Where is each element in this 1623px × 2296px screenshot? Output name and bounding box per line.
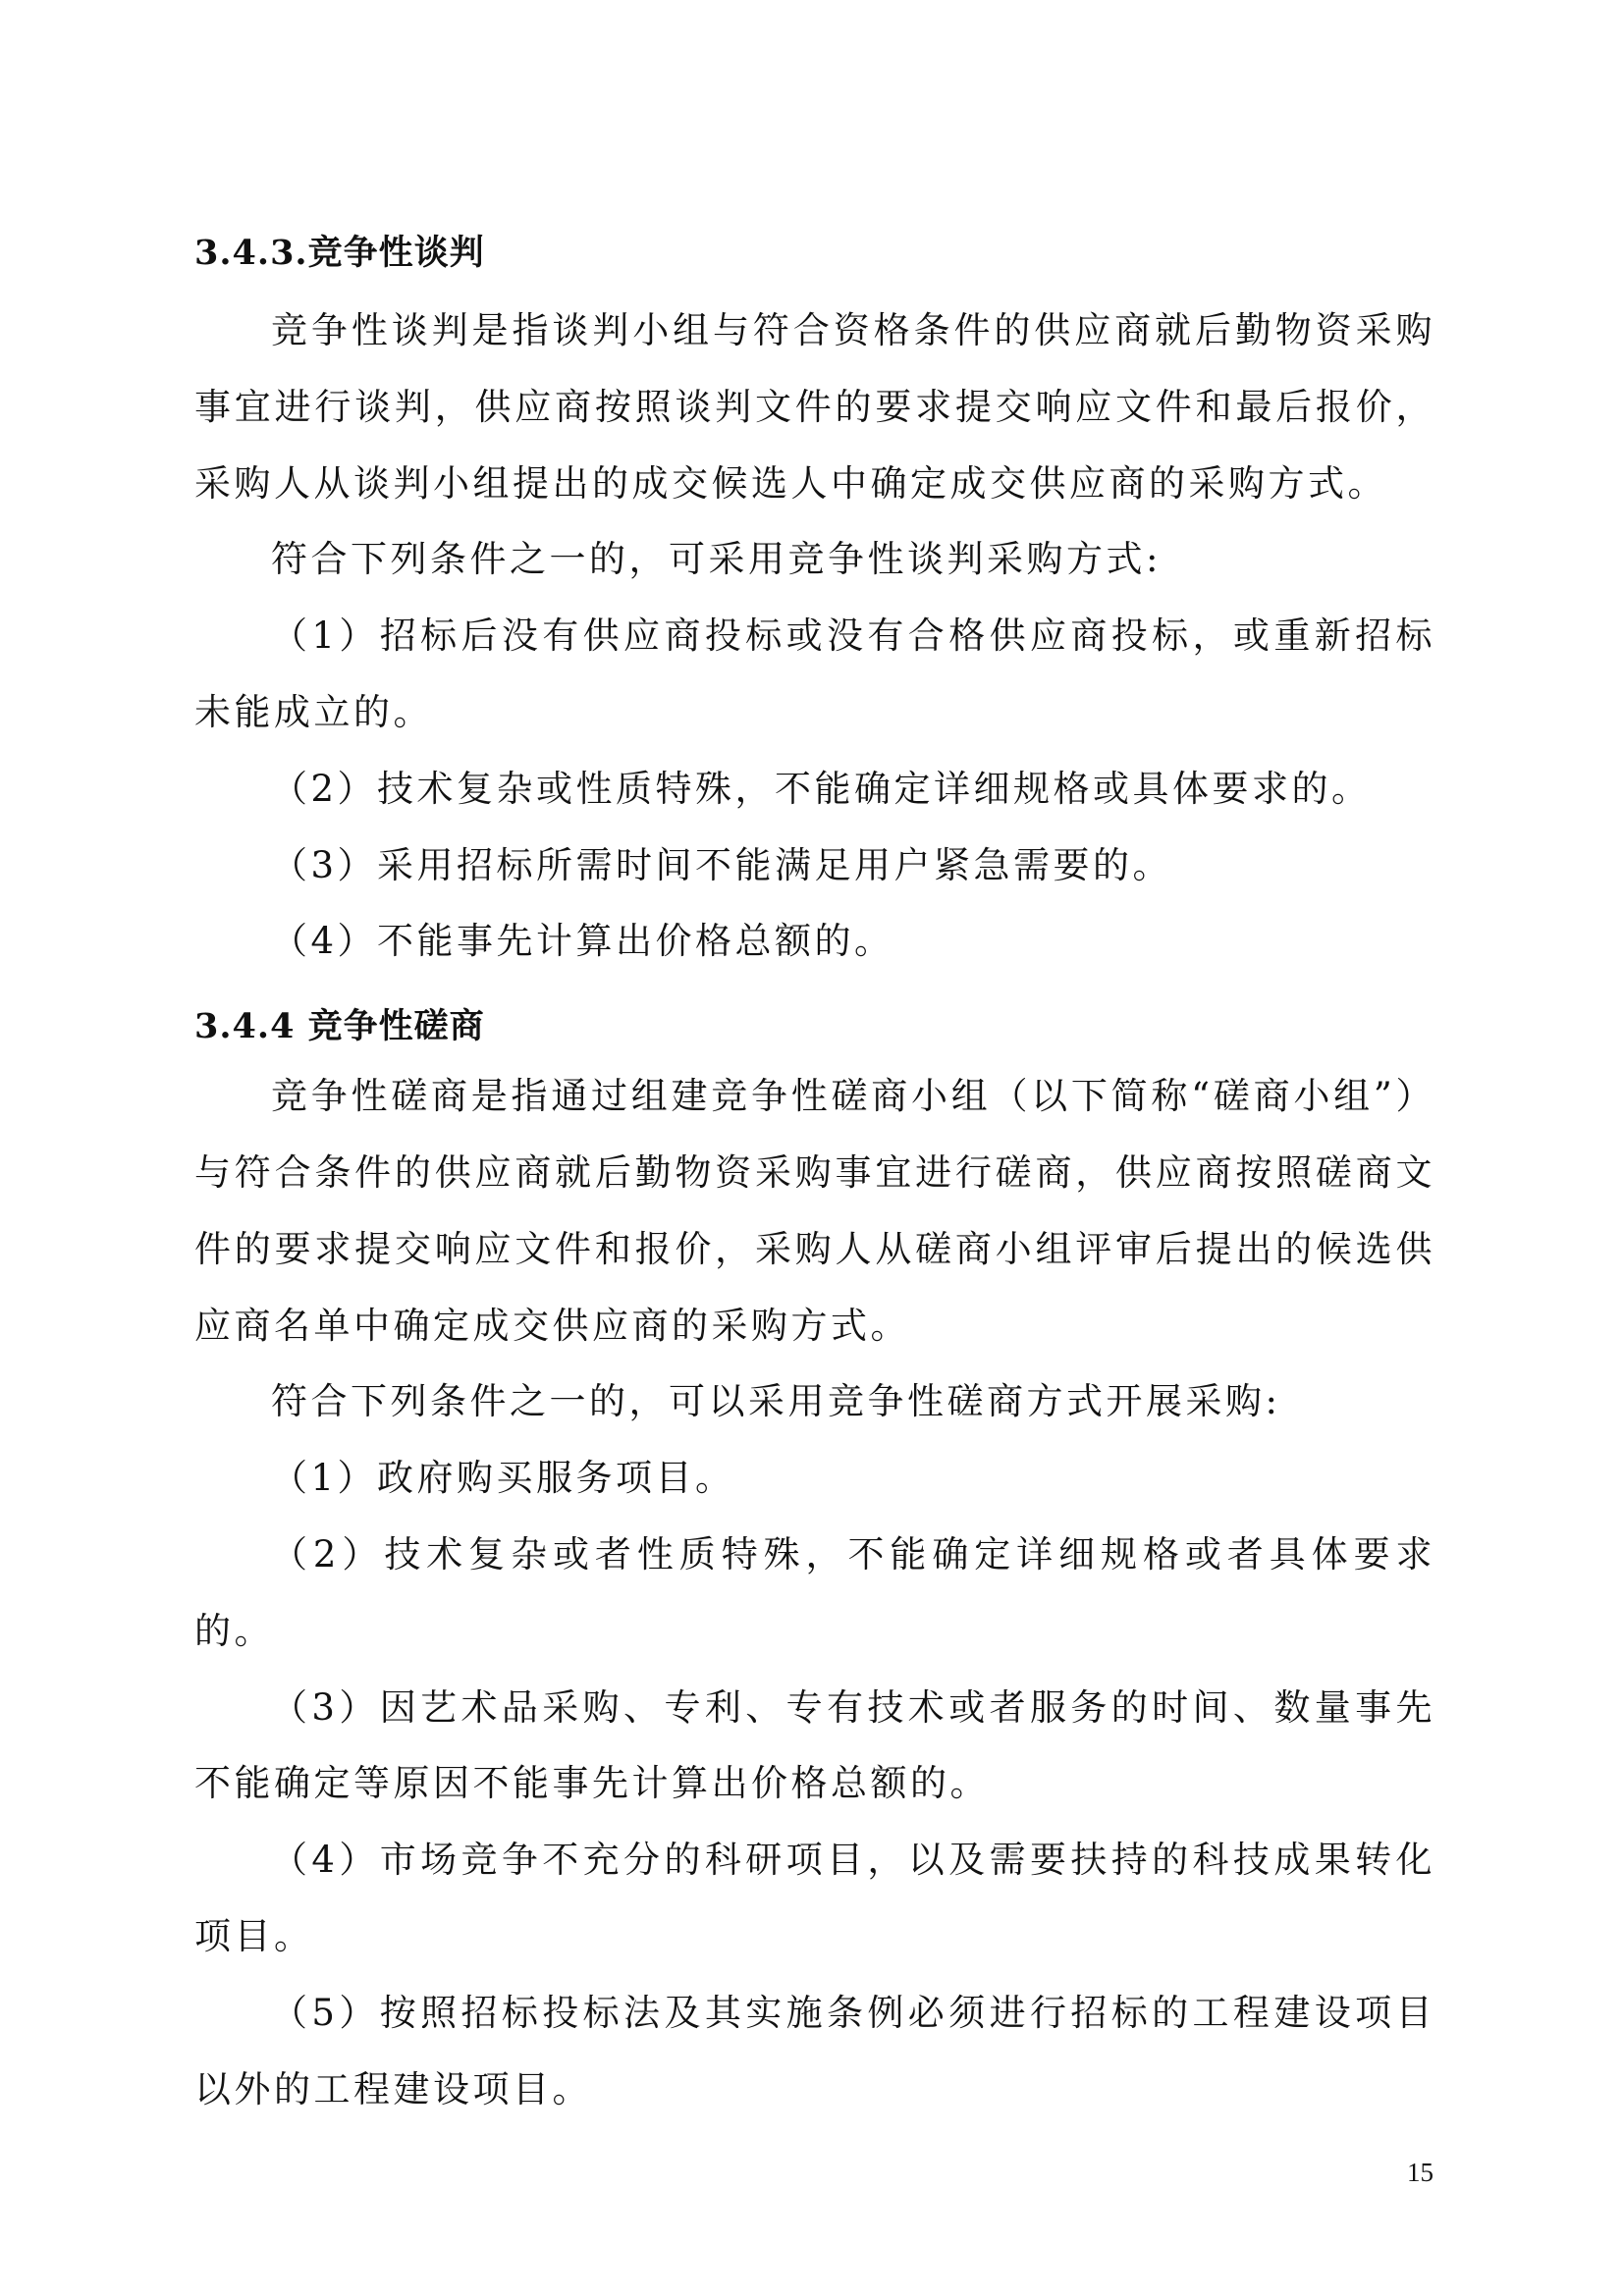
list-item: （3）因艺术品采购、专利、专有技术或者服务的时间、数量事先不能确定等原因不能事先计算出价格总额的。 xyxy=(194,1685,1435,1805)
paragraph-conditions-consultation: 符合下列条件之一的，可以采用竞争性磋商方式开展采购: xyxy=(271,1380,1281,1423)
paragraph-conditions-negotiation: 符合下列条件之一的，可采用竞争性谈判采购方式: xyxy=(271,538,1162,581)
list-item: （5）按照招标投标法及其实施条例必须进行招标的工程建设项目以外的工程建设项目。 xyxy=(194,1991,1435,2110)
list-item: （4）不能事先计算出价格总额的。 xyxy=(271,920,894,963)
list-item: （2）技术复杂或者性质特殊，不能确定详细规格或者具体要求的。 xyxy=(194,1532,1435,1652)
paragraph-definition-consultation: 竞争性磋商是指通过组建竞争性磋商小组（以下简称“磋商小组”）与符合条件的供应商就后勤物资采购事宜进行磋商，供应商按照磋商文件的要求提交响应文件和报价，采购人从磋商小组评审后提出的候选供应商名单中确定成交供应商的采购方式。 xyxy=(194,1075,1435,1347)
list-item: （1）政府购买服务项目。 xyxy=(271,1457,735,1500)
list-item: （1）招标后没有供应商投标或没有合格供应商投标，或重新招标未能成立的。 xyxy=(194,614,1435,733)
list-item: （4）市场竞争不充分的科研项目，以及需要扶持的科技成果转化项目。 xyxy=(194,1839,1435,1957)
list-item: （2）技术复杂或性质特殊，不能确定详细规格或具体要求的。 xyxy=(271,767,1372,810)
section-heading-3-4-4: 3.4.4 竞争性磋商 xyxy=(194,1006,485,1047)
paragraph-definition-negotiation: 竞争性谈判是指谈判小组与符合资格条件的供应商就后勤物资采购事宜进行谈判，供应商按照谈判文件的要求提交响应文件和最后报价，采购人从谈判小组提出的成交候选人中确定成交供应商的采购方式。 xyxy=(194,309,1435,505)
page-number: 15 xyxy=(1407,2158,1434,2187)
document-body xyxy=(194,234,1435,2127)
list-item: （3）采用招标所需时间不能满足用户紧急需要的。 xyxy=(271,843,1173,886)
section-heading-3-4-3: 3.4.3.竞争性谈判 xyxy=(194,233,485,273)
